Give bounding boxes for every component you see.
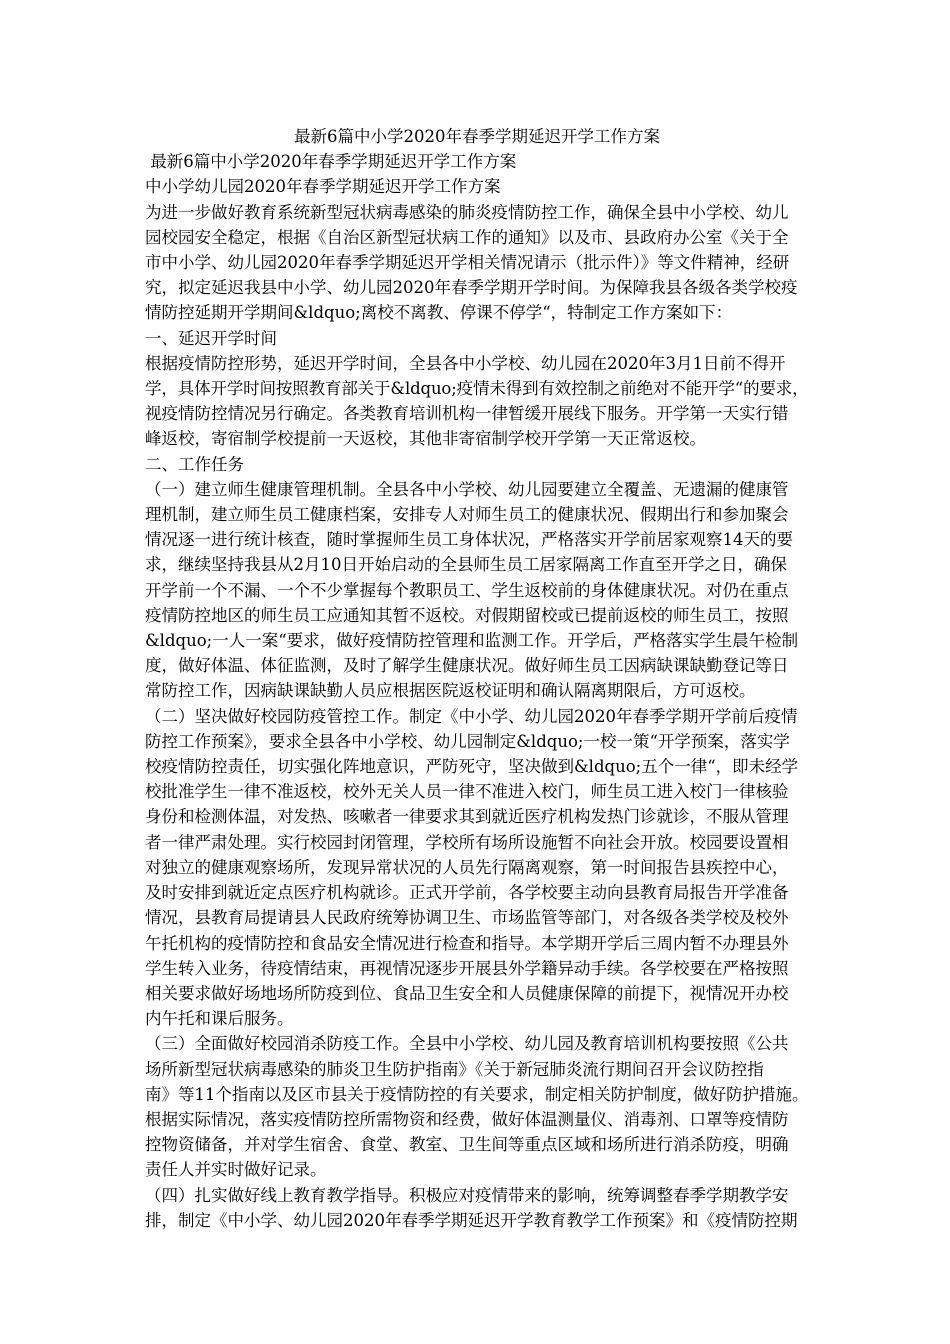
task1-line: 疫情防控地区的师生员工应通知其暂不返校。对假期留校或已提前返校的师生员工，按照 [145, 605, 789, 625]
task1-line: 度，做好体温、体征监测，及时了解学生健康状况。做好师生员工因病缺课缺勤登记等日 [145, 656, 789, 676]
task3-line: （三）全面做好校园消杀防疫工作。全县中小学校、幼儿园及教育培训机构要按照《公共 [145, 1034, 789, 1054]
task2-line: 相关要求做好场地场所防疫到位、食品卫生安全和人员健康保障的前提下，视情况开办校 [145, 983, 789, 1003]
task2-line: 及时安排到就近定点医疗机构就诊。正式开学前，各学校要主动向县教育局报告开学准备 [145, 883, 789, 903]
task2-line: 校疫情防控责任，切实强化阵地意识，严防死守，坚决做到&ldquo;五个一律“，即未经学 [145, 757, 799, 777]
section-1-title: 一、延迟开学时间 [145, 328, 277, 348]
task3-line: 责任人并实时做好记录。 [145, 1160, 327, 1180]
intro-line: 情防控延期开学期间&ldquo;离校不离教、停课不停学“，特制定工作方案如下： [145, 303, 733, 323]
task2-line: 对独立的健康观察场所，发现异常状况的人员先行隔离观察，第一时间报告县疾控中心， [145, 857, 789, 877]
task2-line: 午托机构的疫情防控和食品安全情况进行检查和指导。本学期开学后三周内暂不办理县外 [145, 933, 789, 953]
document-subtitle: 最新6篇中小学2020年春季学期延迟开学工作方案 [145, 152, 517, 172]
task2-line: 防控工作预案》，要求全县各中小学校、幼儿园制定&ldquo;一校一策“开学预案，落实学 [145, 731, 790, 751]
task-3-paragraph [145, 1031, 809, 1182]
task1-line: &ldquo;一人一案“要求，做好疫情防控管理和监测工作。开学后，严格落实学生晨午检制 [145, 631, 799, 651]
intro-paragraph [145, 200, 809, 326]
task1-line: 求，继续坚持我县从2月10日开始启动的全县师生员工居家隔离工作直至开学之日，确保 [145, 555, 787, 575]
task2-line: 内午托和课后服务。 [145, 1009, 294, 1029]
intro-line: 究，拟定延迟我县中小学、幼儿园2020年春季学期开学时间。为保障我县各级各类学校疫 [145, 278, 798, 298]
task-4-paragraph [145, 1183, 809, 1233]
task2-line: 校批准学生一律不准返校，校外无关人员一律不准进入校门，师生员工进入校门一律核验 [145, 782, 789, 802]
task2-line: 学生转入业务，待疫情结束，再视情况逐步开展县外学籍异动手续。各学校要在严格按照 [145, 958, 789, 978]
intro-line: 园校园安全稳定，根据《自治区新型冠状病工作的通知》以及市、县政府办公室《关于全 [145, 227, 789, 247]
task1-line: 理机制，建立师生员工健康档案，安排专人对师生员工的健康状况、假期出行和参加聚会 [145, 505, 789, 525]
section-2-title: 二、工作任务 [145, 454, 244, 474]
task3-line: 南》等11个指南以及区市县关于疫情防控的有关要求，制定相关防护制度，做好防护措施。 [145, 1084, 809, 1104]
document-page [145, 124, 809, 1233]
task-2-paragraph [145, 704, 809, 1032]
section1-body-line: 根据疫情防控形势，延迟开学时间，全县各中小学校、幼儿园在2020年3月1日前不得开 [145, 353, 786, 373]
task2-line: 者一律严肃处理。实行校园封闭管理，学校所有场所设施暂不向社会开放。校园要设置相 [145, 832, 789, 852]
section1-body-line: 视疫情防控情况另行确定。各类教育培训机构一律暂缓开展线下服务。开学第一天实行错 [145, 404, 789, 424]
task3-line: 控物资储备，并对学生宿舍、食堂、教室、卫生间等重点区域和场所进行消杀防疫，明确 [145, 1135, 789, 1155]
document-heading: 中小学幼儿园2020年春季学期延迟开学工作方案 [145, 177, 501, 197]
section1-body-line: 峰返校，寄宿制学校提前一天返校，其他非寄宿制学校开学第一天正常返校。 [145, 429, 706, 449]
task3-line: 根据实际情况，落实疫情防控所需物资和经费，做好体温测量仪、消毒剂、口罩等疫情防 [145, 1109, 789, 1129]
document-title: 最新6篇中小学2020年春季学期延迟开学工作方案 [294, 127, 660, 146]
task4-line: （四）扎实做好线上教育教学指导。积极应对疫情带来的影响，统筹调整春季学期教学安 [145, 1185, 789, 1205]
task2-line: 身份和检测体温，对发热、咳嗽者一律要求其到就近医疗机构发热门诊就诊，不服从管理 [145, 807, 789, 827]
task1-line: （一）建立师生健康管理机制。全县各中小学校、幼儿园要建立全覆盖、无遗漏的健康管 [145, 479, 789, 499]
task2-line: （二）坚决做好校园防疫管控工作。制定《中小学、幼儿园2020年春季学期开学前后疫情 [145, 706, 798, 726]
task1-line: 开学前一个不漏、一个不少掌握每个教职员工、学生返校前的身体健康状况。对仍在重点 [145, 580, 789, 600]
task1-line: 常防控工作，因病缺课缺勤人员应根据医院返校证明和确认隔离期限后，方可返校。 [145, 681, 756, 701]
section-1-body [145, 351, 809, 452]
section1-body-line: 学，具体开学时间按照教育部关于&ldquo;疫情未得到有效控制之前绝对不能开学“的要求， [145, 379, 809, 399]
intro-line: 为进一步做好教育系统新型冠状病毒感染的肺炎疫情防控工作，确保全县中小学校、幼儿 [145, 202, 789, 222]
task2-line: 情况，县教育局提请县人民政府统筹协调卫生、市场监管等部门，对各级各类学校及校外 [145, 908, 789, 928]
task-1-paragraph [145, 477, 809, 704]
task4-line: 排，制定《中小学、幼儿园2020年春季学期延迟开学教育教学工作预案》和《疫情防控期 [145, 1210, 798, 1230]
task3-line: 场所新型冠状病毒感染的肺炎卫生防护指南》《关于新冠肺炎流行期间召开会议防控指 [145, 1059, 764, 1079]
intro-line: 市中小学、幼儿园2020年春季学期延迟开学相关情况请示（批示件）》等文件精神，经研 [145, 253, 790, 273]
task1-line: 情况逐一进行统计核查，随时掌握师生员工身体状况，严格落实开学前居家观察14天的要 [145, 530, 793, 550]
